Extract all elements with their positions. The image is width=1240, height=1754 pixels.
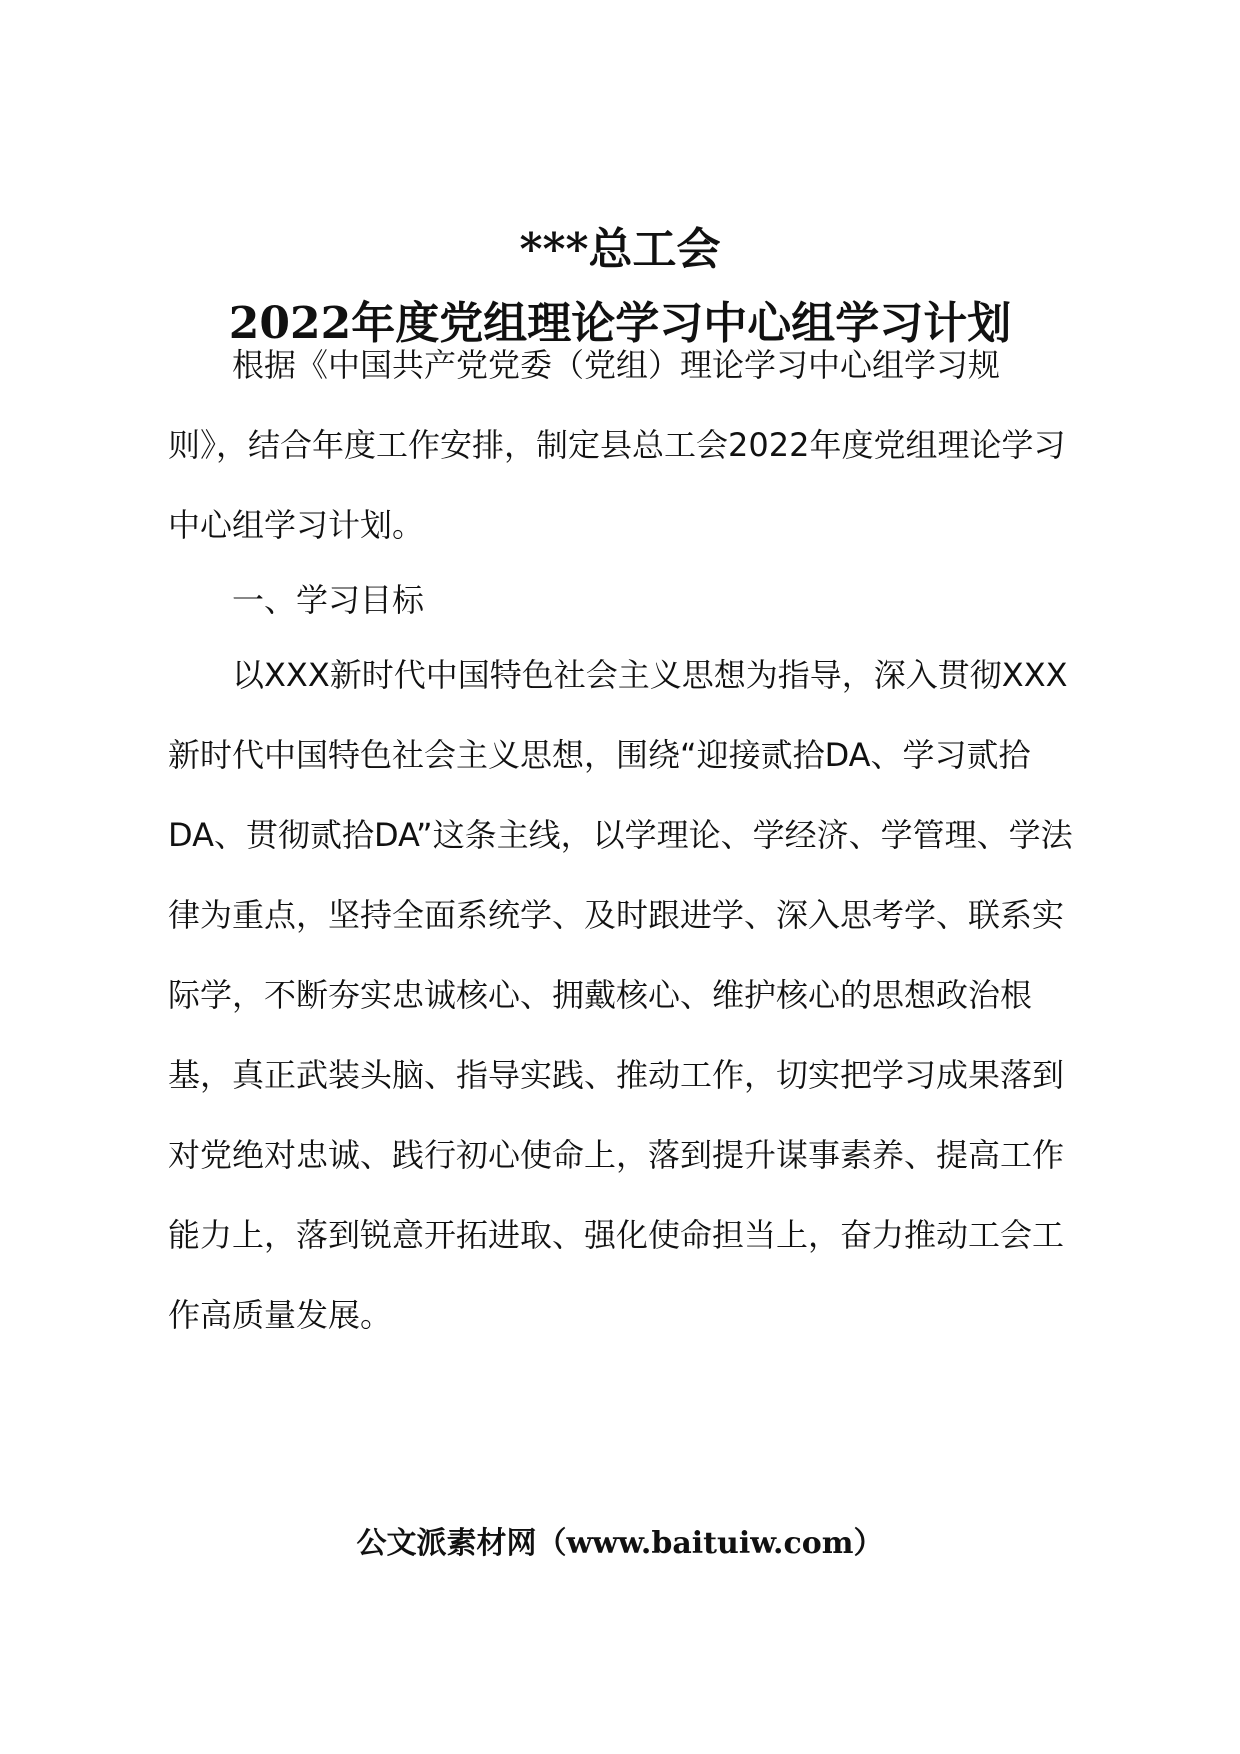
paragraph-line: 作高质量发展。 (168, 1296, 393, 1334)
section-heading: 一、学习目标 (232, 581, 425, 619)
paragraph-line: 根据《中国共产党党委（党组）理论学习中心组学习规 (232, 346, 1001, 384)
paragraph-line: DA、贯彻贰拾DA”这条主线，以学理论、学经济、学管理、学法 (168, 816, 1073, 854)
paragraph-line: 以XXX新时代中国特色社会主义思想为指导，深入贯彻XXX (232, 656, 1068, 694)
paragraph-line: 中心组学习计划。 (168, 506, 425, 544)
source-footer: 公文派素材网（www.baituiw.com） (356, 1526, 884, 1561)
paragraph-line: 对党绝对忠诚、践行初心使命上，落到提升谋事素养、提高工作 (168, 1136, 1065, 1174)
paragraph-line: 基，真正武装头脑、指导实践、推动工作，切实把学习成果落到 (168, 1056, 1065, 1094)
paragraph-line: 际学，不断夯实忠诚核心、拥戴核心、维护核心的思想政治根 (168, 976, 1033, 1014)
document-title-plan: 2022年度党组理论学习中心组学习计划 (228, 298, 1012, 349)
paragraph-line: 则》，结合年度工作安排，制定县总工会2022年度党组理论学习 (168, 426, 1066, 464)
document-title-org: ***总工会 (519, 224, 721, 275)
paragraph-line: 能力上，落到锐意开拓进取、强化使命担当上，奋力推动工会工 (168, 1216, 1065, 1254)
paragraph-line: 新时代中国特色社会主义思想，围绕“迎接贰拾DA、学习贰拾 (168, 736, 1031, 774)
paragraph-line: 律为重点，坚持全面系统学、及时跟进学、深入思考学、联系实 (168, 896, 1065, 934)
